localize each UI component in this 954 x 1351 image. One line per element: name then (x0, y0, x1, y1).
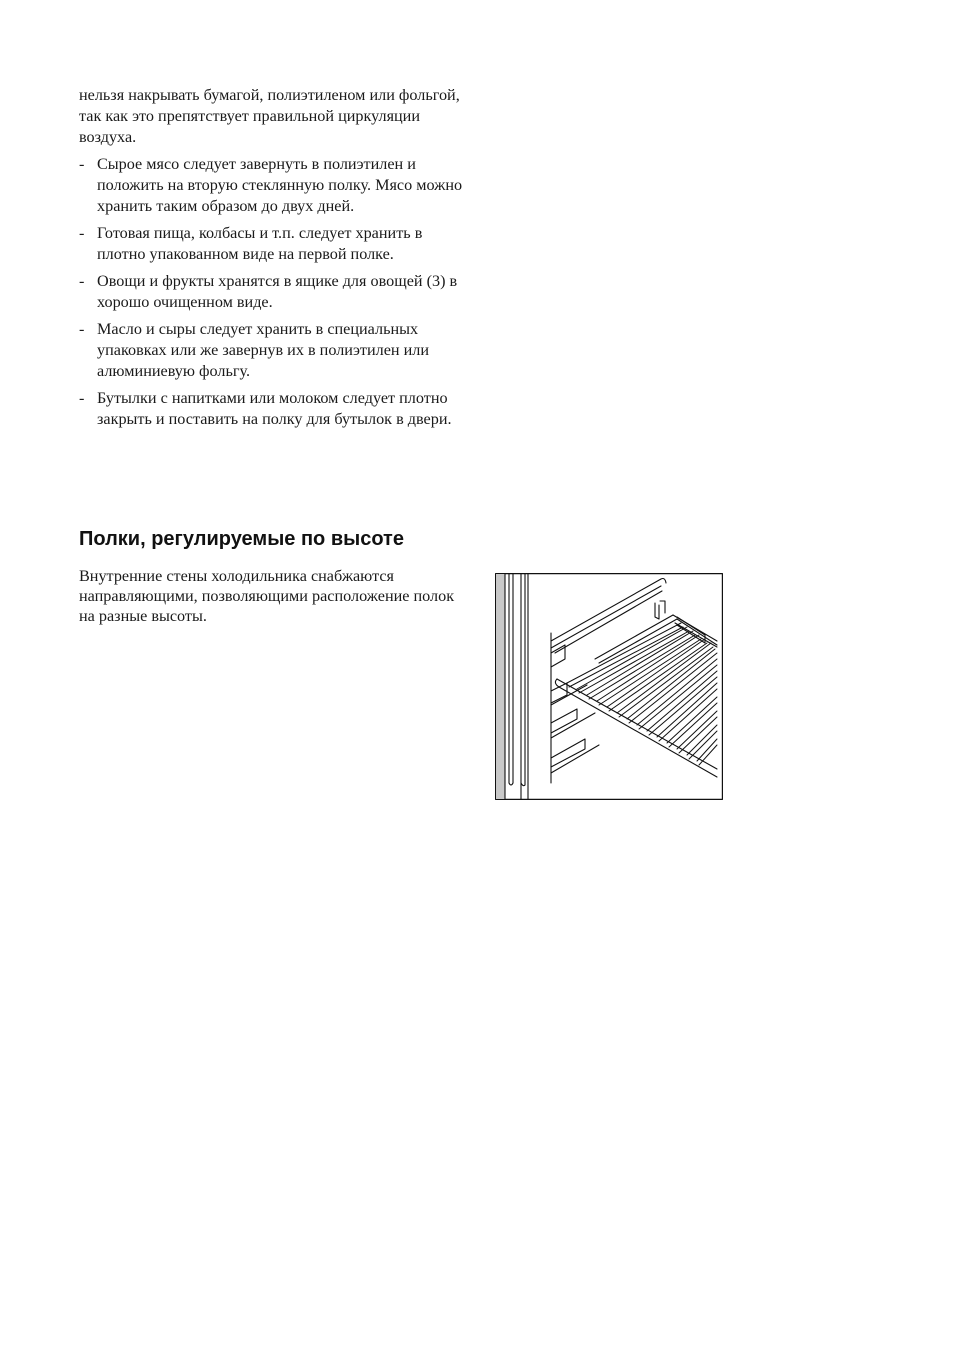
wire-shelf-illustration-icon (495, 573, 723, 800)
main-text-column (79, 85, 469, 436)
intro-paragraph: нельзя накрывать бумагой, полиэтиленом или фольгой, так как это препятствует правильной циркуляции воздуха. (79, 86, 460, 146)
list-item (79, 154, 469, 217)
list-item-text: Овощи и фрукты хранятся в ящике для овощей (3) в хорошо очищенном виде. (97, 272, 458, 311)
bullet-dash: - (79, 272, 85, 290)
list-item-text: Масло и сыры следует хранить в специальных упаковках или же завернув их в полиэтилен или алюминиевую фольгу. (97, 320, 430, 380)
storage-tips-list (79, 154, 469, 430)
list-item-text: Готовая пища, колбасы и т.п. следует хранить в плотно упакованном виде на первой полке. (97, 224, 423, 263)
list-item (79, 388, 469, 430)
list-item (79, 271, 469, 313)
list-item (79, 319, 469, 382)
bullet-dash: - (79, 389, 85, 407)
list-item (79, 223, 469, 265)
list-item-text: Сырое мясо следует завернуть в полиэтилен и положить на вторую стеклянную полку. Мясо можно хранить таким образом до двух дней. (97, 155, 463, 215)
section-heading: Полки, регулируемые по высоте (79, 528, 404, 550)
bullet-dash: - (79, 320, 85, 338)
bullet-dash: - (79, 155, 85, 173)
list-item-text: Бутылки с напитками или молоком следует плотно закрыть и поставить на полку для бутылок в двери. (97, 389, 452, 428)
section-description: Внутренние стены холодильника снабжаются направляющими, позволяющими расположение полок на разные высоты. (79, 567, 455, 625)
bullet-dash: - (79, 224, 85, 242)
